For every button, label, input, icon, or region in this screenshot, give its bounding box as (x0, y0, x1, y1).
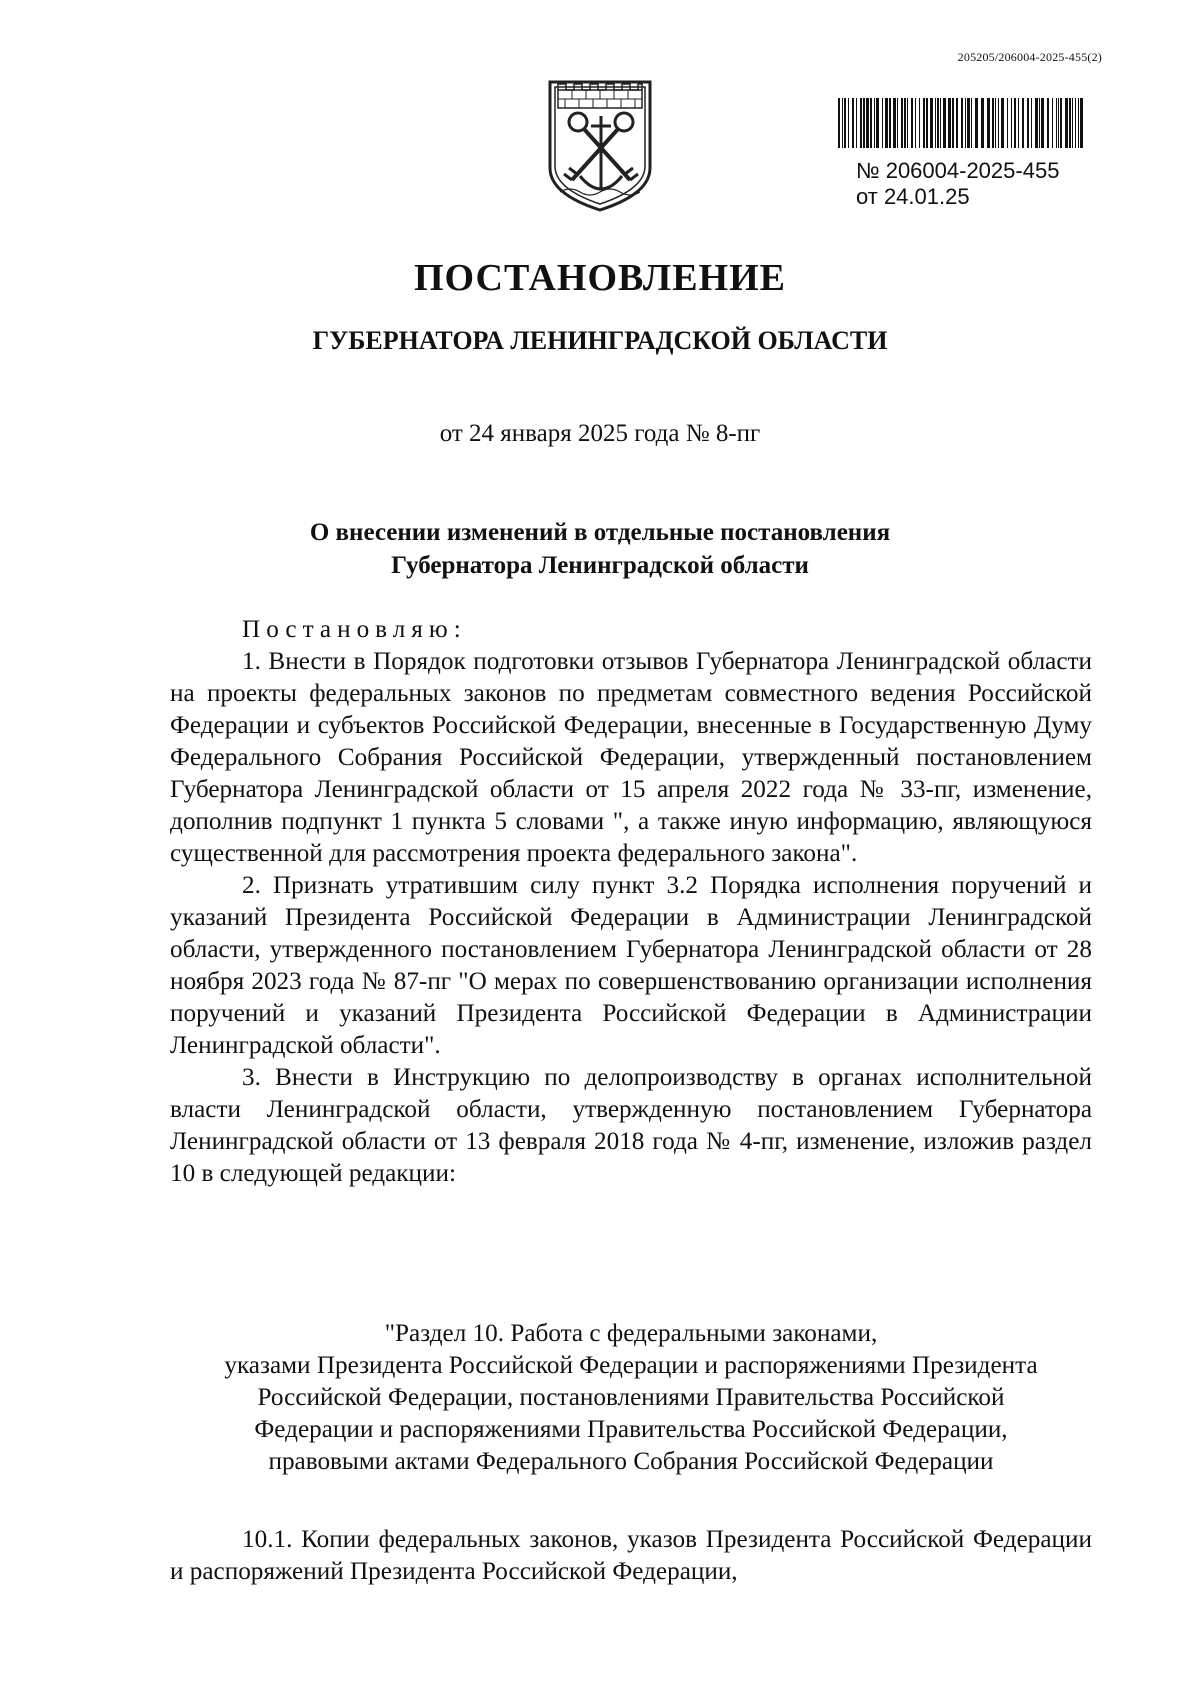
section-title-line-3: Российской Федерации, постановлениями Правительства Российской (257, 1384, 1005, 1411)
barcode-stripe (1056, 98, 1057, 148)
barcode-stripe (926, 98, 928, 148)
barcode-stripe (981, 98, 984, 148)
barcode-stripe (1052, 98, 1053, 148)
resolve-word: Постановляю: (242, 616, 467, 643)
barcode-stripe (1072, 98, 1073, 148)
registration-block (838, 98, 1098, 210)
document-code: 205205/206004-2025-455(2) (957, 50, 1102, 64)
barcode-stripe (911, 98, 913, 148)
barcode-stripe (1065, 98, 1068, 148)
barcode-stripe (987, 98, 990, 148)
barcode-stripe (1001, 98, 1004, 148)
barcode-stripe (971, 98, 972, 148)
barcode-stripe (1022, 98, 1024, 148)
barcode-stripe (904, 98, 906, 148)
barcode-stripe (1018, 98, 1019, 148)
barcode-stripe (866, 98, 869, 148)
barcode-stripe (885, 98, 888, 148)
barcode-stripe (852, 98, 854, 148)
registration-number: № 206004-2025-455 (856, 158, 1060, 183)
barcode-stripe (842, 98, 843, 148)
barcode-stripe (1047, 98, 1049, 148)
barcode-stripe (1041, 98, 1044, 148)
barcode-stripe (998, 98, 999, 148)
document-body (170, 614, 1092, 1190)
barcode-stripe (919, 98, 920, 148)
section-title-line-4: Федерации и распоряжениями Правительства Российской Федерации, (254, 1416, 1008, 1443)
barcode-stripe (848, 98, 849, 148)
barcode-stripe (889, 98, 891, 148)
barcode-stripe (856, 98, 857, 148)
barcode-stripe (995, 98, 996, 148)
barcode-stripe (838, 98, 840, 148)
barcode-stripe (1011, 98, 1012, 148)
registration-date: от 24.01.25 (856, 184, 970, 209)
barcode (838, 98, 1088, 148)
barcode-stripe (952, 98, 954, 148)
barcode-stripe (967, 98, 970, 148)
barcode-stripe (1014, 98, 1016, 148)
barcode-stripe (882, 98, 883, 148)
barcode-stripe (1035, 98, 1038, 148)
barcode-stripe (1031, 98, 1032, 148)
barcode-stripe (876, 98, 879, 148)
barcode-stripe (874, 98, 875, 148)
barcode-stripe (992, 98, 994, 148)
barcode-stripe (897, 98, 898, 148)
barcode-stripe (844, 98, 846, 148)
barcode-stripe (1075, 98, 1076, 148)
barcode-stripe (1027, 98, 1029, 148)
barcode-stripe (937, 98, 939, 148)
barcode-stripe (907, 98, 908, 148)
document-title: ПОСТАНОВЛЕНИЕ (413, 257, 787, 299)
barcode-stripe (1069, 98, 1071, 148)
barcode-stripe (1060, 98, 1062, 148)
paragraph-10-1: 10.1. Копии федеральных законов, указов Президента Российской Федерации и распоряжений Президента Российской Федерации, (170, 1526, 1092, 1585)
barcode-stripe (893, 98, 896, 148)
barcode-stripe (965, 98, 966, 148)
paragraph-3: 3. Внести в Инструкцию по делопроизводству в органах исполнительной власти Ленинградской области, утвержденную постановлением Губернатора Ленинградской области от 13 февраля 2018 года № 4-пг, изменение, изложив раздел 10 в следующей редакции: (170, 1064, 1092, 1187)
heading-line-1: О внесении изменений в отдельные постановления (309, 519, 891, 546)
barcode-stripe (956, 98, 958, 148)
barcode-stripe (961, 98, 963, 148)
section-title-line-2: указами Президента Российской Федерации и распоряжениями Президента (224, 1352, 1038, 1379)
document-subtitle: ГУБЕРНАТОРА ЛЕНИНГРАДСКОЙ ОБЛАСТИ (312, 326, 888, 355)
section-title-line-5: правовыми актами Федерального Собрания Российской Федерации (268, 1448, 994, 1475)
barcode-stripe (1007, 98, 1008, 148)
coat-of-arms-icon (544, 76, 656, 214)
barcode-stripe (1078, 98, 1079, 148)
barcode-stripe (1058, 98, 1059, 148)
barcode-stripe (935, 98, 936, 148)
paragraph-10-1-block (170, 1524, 1092, 1588)
barcode-stripe (923, 98, 925, 148)
section-10-title (170, 1318, 1092, 1478)
barcode-stripe (860, 98, 862, 148)
section-title-line-1: "Раздел 10. Работа с федеральными законами, (384, 1320, 878, 1347)
heading-line-2: Губернатора Ленинградской области (391, 552, 809, 579)
barcode-stripe (863, 98, 865, 148)
barcode-stripe (901, 98, 903, 148)
barcode-stripe (975, 98, 978, 148)
barcode-stripe (915, 98, 916, 148)
paragraph-1: 1. Внести в Порядок подготовки отзывов Губернатора Ленинградской области на проекты федеральных законов по предметам совместного ведения Российской Федерации и субъектов Российской Федерации, внесенные в Государственную Думу Федерального Собрания Российской Федерации, утвержденный постановлением Губернатора Ленинградской области от 15 апреля 2022 года № 33-пг, изменение, дополнив подпункт 1 пункта 5 словами ", а также иную информацию, являющуюся существенной для рассмотрения проекта федерального закона". (170, 648, 1092, 867)
barcode-stripe (1039, 98, 1040, 148)
barcode-stripe (943, 98, 946, 148)
document-date-number: от 24 января 2025 года № 8-пг (439, 420, 761, 447)
barcode-stripe (930, 98, 933, 148)
barcode-stripe (948, 98, 951, 148)
barcode-stripe (940, 98, 941, 148)
document-heading (0, 516, 1200, 582)
paragraph-2: 2. Признать утратившим силу пункт 3.2 Порядка исполнения поручений и указаний Президента Российской Федерации в Администрации Ленинградской области, утвержденного постановлением Губернатора Ленинградской области от 28 ноября 2023 года № 87-пг "О мерах по совершенствованию организации исполнения поручений и указаний Президента Российской Федерации в Администрации Ленинградской области". (170, 872, 1092, 1059)
barcode-stripe (1080, 98, 1083, 148)
barcode-stripe (870, 98, 872, 148)
